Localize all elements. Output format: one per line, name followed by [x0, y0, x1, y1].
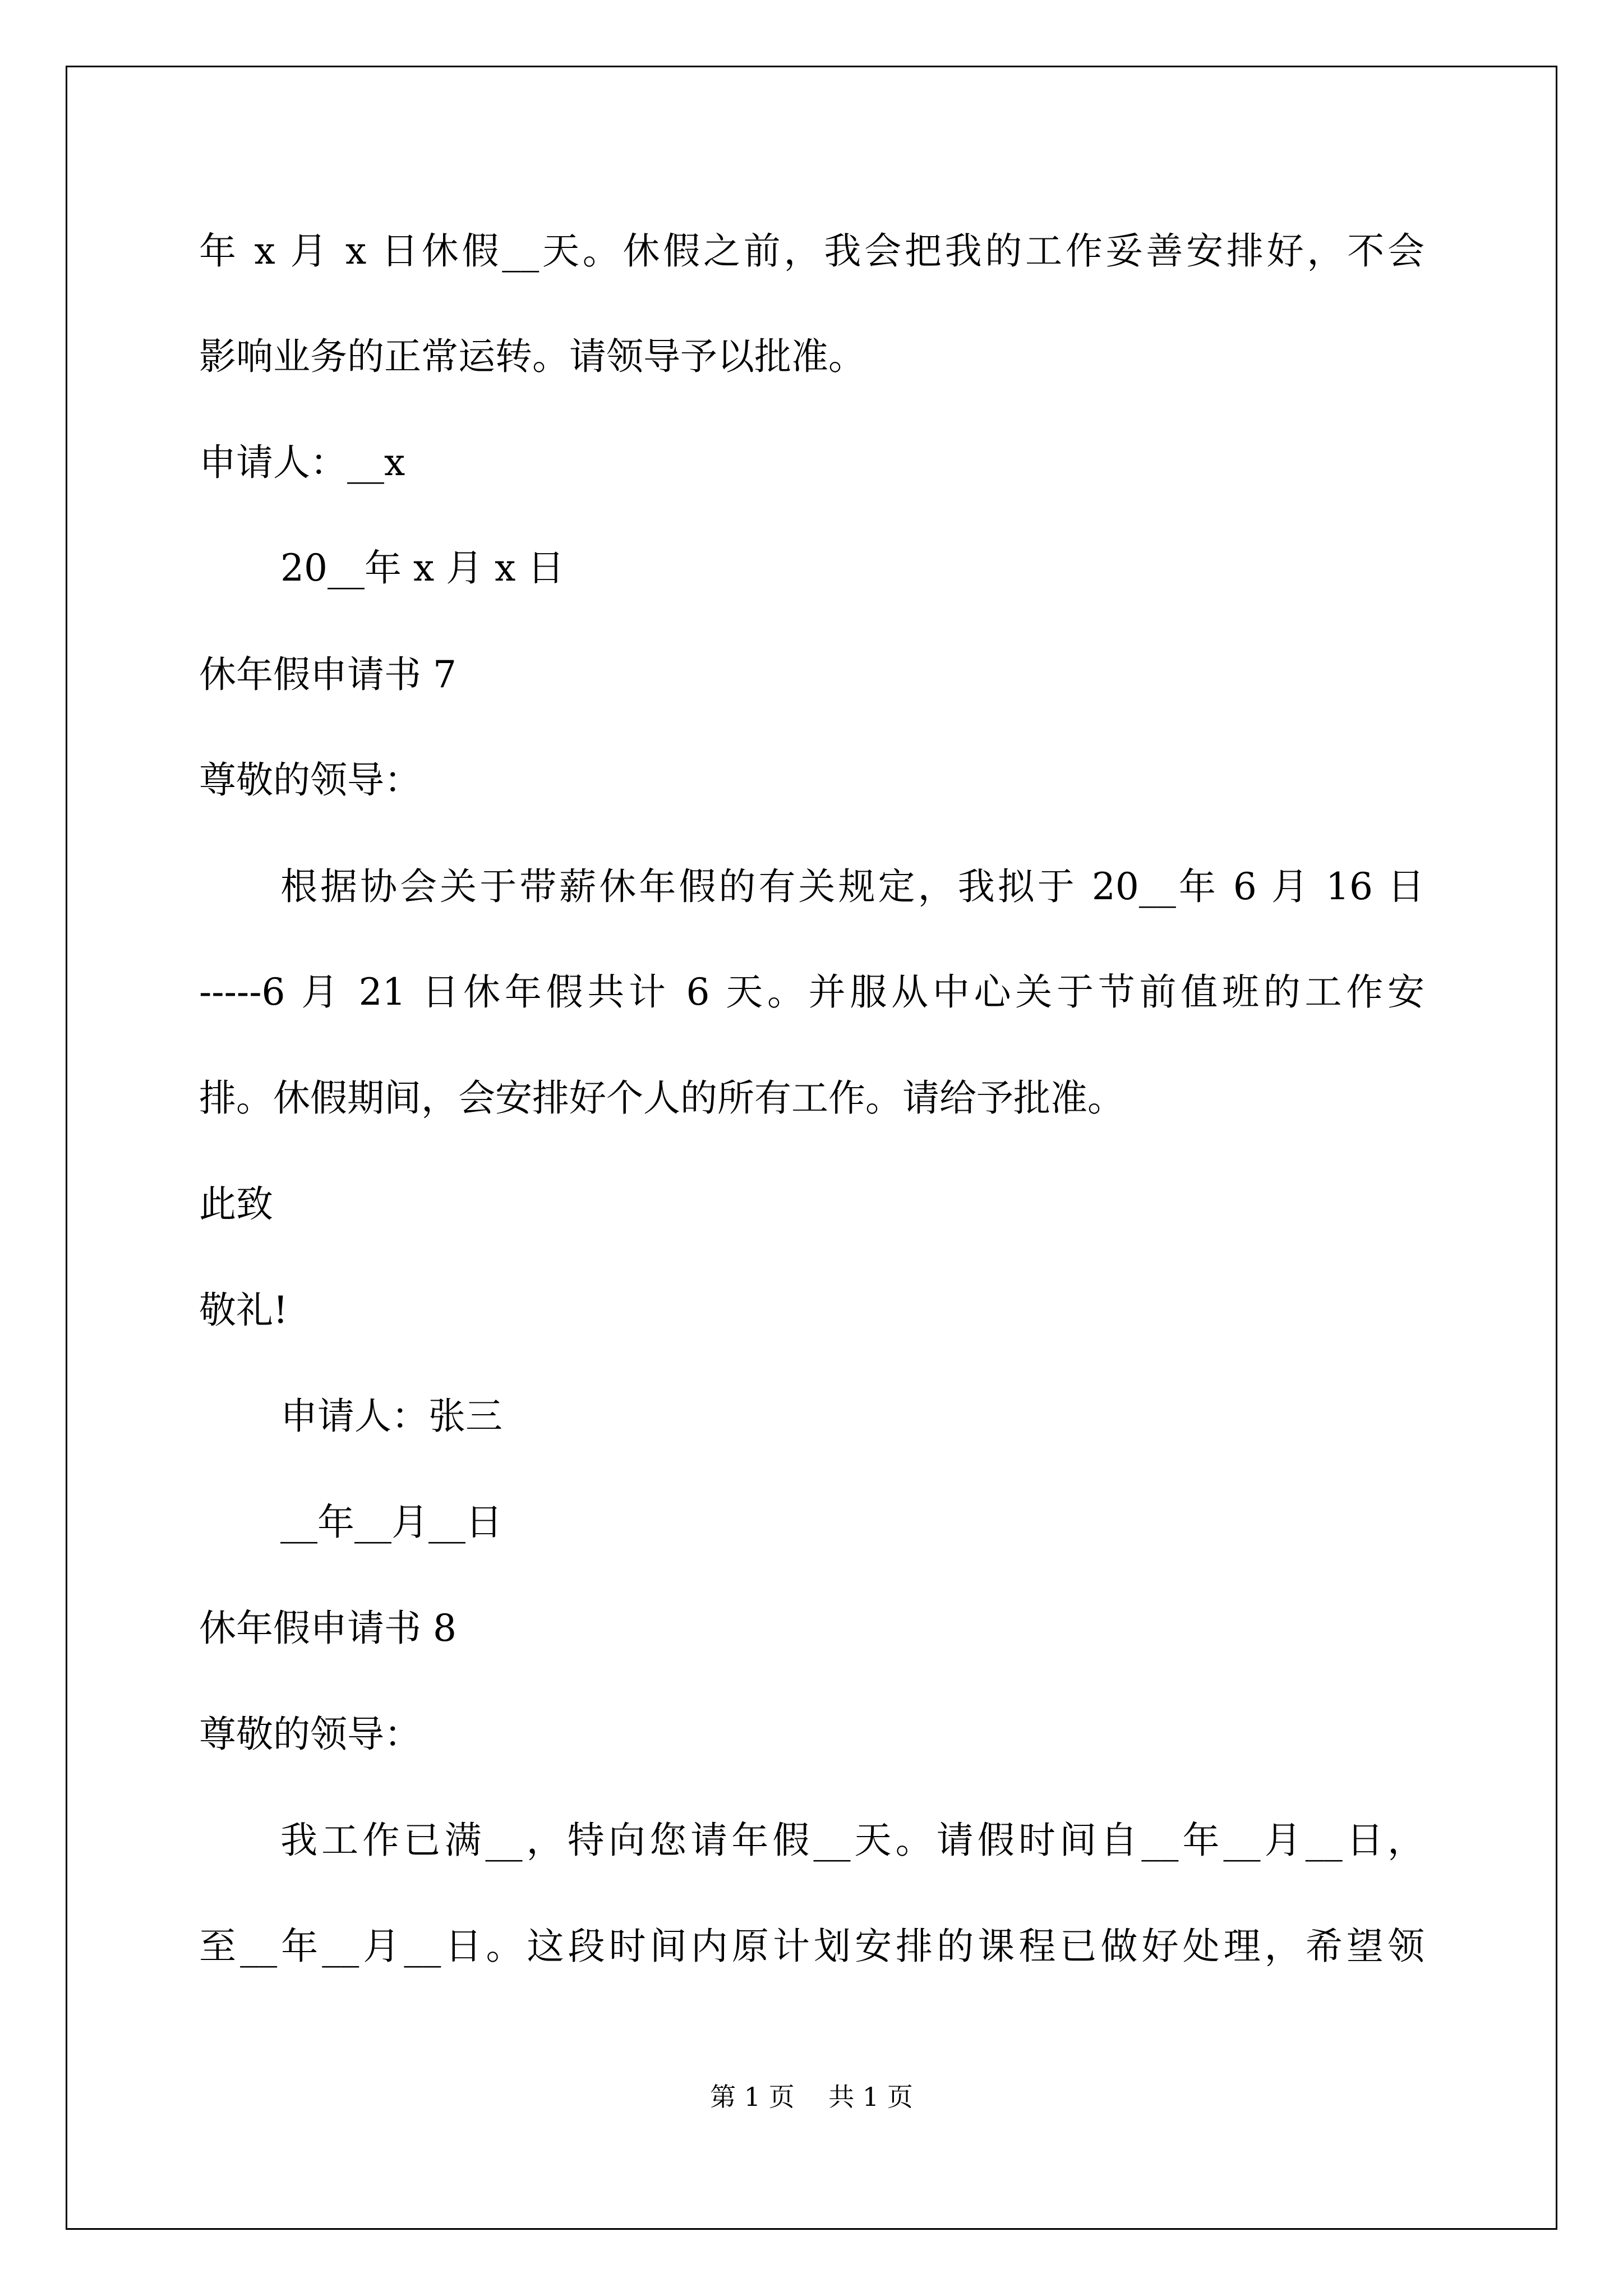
body-text-line: 至__年__月__日。这段时间内原计划安排的课程已做好处理，希望领	[199, 1925, 1424, 1968]
body-text-line: 排。休假期间，会安排好个人的所有工作。请给予批准。	[199, 1076, 1124, 1120]
applicant-signature-line: 申请人：__x	[199, 441, 405, 484]
body-text-line: -----6 月 21 日休年假共计 6 天。并服从中心关于节前值班的工作安	[199, 970, 1424, 1014]
salutation: 尊敬的领导：	[199, 758, 421, 802]
applicant-signature-line: 申请人：张三	[280, 1395, 502, 1438]
date-line: 20__年 x 月 x 日	[280, 546, 565, 590]
body-text-line: 我工作已满__，特向您请年假__天。请假时间自__年__月__日，	[280, 1819, 1424, 1862]
body-text-line: 根据协会关于带薪休年假的有关规定，我拟于 20__年 6 月 16 日	[280, 865, 1424, 908]
body-text-line: 年 x 月 x 日休假__天。休假之前，我会把我的工作妥善安排好，不会	[199, 229, 1424, 273]
closing-line: 此致	[199, 1182, 273, 1226]
salutation: 尊敬的领导：	[199, 1713, 421, 1756]
body-text-line: 影响业务的正常运转。请领导予以批准。	[199, 335, 865, 378]
page-number-footer: 第 1 页 共 1 页	[710, 2082, 913, 2112]
section-heading: 休年假申请书 7	[199, 653, 457, 696]
page-frame	[66, 66, 1557, 2230]
section-heading: 休年假申请书 8	[199, 1607, 457, 1650]
date-line: __年__月__日	[280, 1501, 502, 1544]
closing-greeting: 敬礼!	[199, 1289, 288, 1332]
